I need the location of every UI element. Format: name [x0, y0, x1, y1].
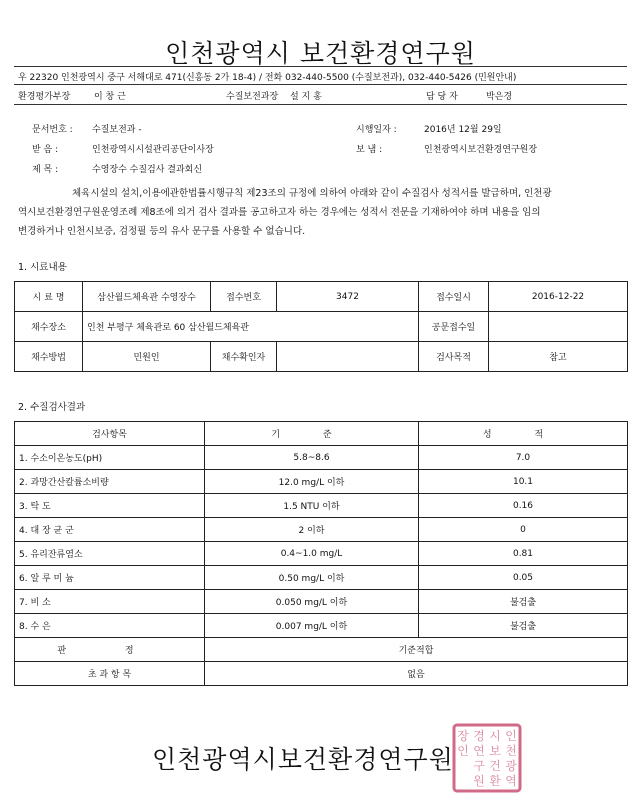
table-cell: 0.007 mg/L 이하: [205, 614, 419, 638]
seal-glyph: 천: [505, 744, 517, 758]
table-cell: 없음: [205, 662, 628, 686]
address-line: 우 22320 인천광역시 중구 서해대로 471(신흥동 2가 18-4) / 전화 032-440-5500 (수질보전과), 032-440-5426 (민원안내): [18, 73, 517, 83]
table-row: [15, 342, 628, 372]
table-cell: 참고: [489, 342, 628, 372]
results-section-title: 2. 수질검사결과: [18, 402, 86, 413]
seal-glyph: 인: [457, 744, 469, 758]
dept-head-label: 환경평가부장: [18, 92, 71, 102]
seal-glyph: 시: [489, 729, 501, 743]
table-cell: 7.0: [419, 446, 628, 470]
doc-date-value: 2016년 12월 29일: [424, 125, 502, 135]
column-header: 검사항목: [15, 422, 205, 446]
document-title: 인천광역시 보건환경연구원: [165, 39, 476, 68]
official-seal-icon: [451, 722, 523, 794]
table-cell: 불검출: [419, 614, 628, 638]
table-cell: 0.16: [419, 494, 628, 518]
recipient-label: 받 음 :: [32, 145, 59, 155]
table-row: [15, 470, 628, 494]
table-cell: 3. 탁 도: [15, 494, 205, 518]
seal-glyph: 구: [473, 759, 485, 773]
seal-glyph: 보: [489, 744, 501, 758]
header-top-rule: [14, 66, 627, 67]
officer-name: 박은경: [486, 92, 513, 102]
table-cell: 초 과 항 목: [15, 662, 205, 686]
doc-date-label: 시행일자 :: [356, 125, 397, 135]
table-cell: 3472: [277, 282, 419, 312]
table-cell: 채수방법: [15, 342, 83, 372]
table-row: [15, 282, 628, 312]
body-text: [18, 184, 622, 241]
body-line: 변경하거나 인천시보증, 검정필 등의 유사 문구를 사용할 수 없습니다.: [18, 226, 306, 237]
table-cell: 민원인: [83, 342, 211, 372]
table-cell: 2 이하: [205, 518, 419, 542]
seal-glyph: 인: [505, 729, 517, 743]
table-cell: 2. 과망간산칼륨소비량: [15, 470, 205, 494]
body-line: 체육시설의 설치,이용에관한법률시행규칙 제23조의 규정에 의하여 아래와 같이 수질검사 성적서를 발급하며, 인천광: [72, 188, 552, 199]
section-head-label: 수질보전과장: [226, 92, 279, 102]
table-cell: 인천 부평구 체육관로 60 삼산월드체육관: [83, 312, 419, 342]
section-head-name: 설 지 홍: [290, 92, 322, 102]
table-cell: 12.0 mg/L 이하: [205, 470, 419, 494]
table-cell: 판 정: [15, 638, 205, 662]
table-cell: 공문접수일: [419, 312, 489, 342]
table-row: [15, 542, 628, 566]
seal-glyph: 광: [505, 759, 517, 773]
officer-label: 담 당 자: [426, 92, 458, 102]
table-row: [15, 638, 628, 662]
table-row: [15, 446, 628, 470]
table-row: [15, 312, 628, 342]
body-line: 역시보건환경연구원운영조례 제8조에 의거 검사 결과를 공고하고자 하는 경우에는 성적서 전문을 기재하여야 하며 내용을 임의: [18, 207, 541, 218]
table-cell: 1. 수소이온농도(pH): [15, 446, 205, 470]
seal-glyph: 경: [473, 729, 485, 743]
table-cell: 0: [419, 518, 628, 542]
seal-glyph: 건: [489, 759, 501, 773]
header-middle-rule: [14, 84, 627, 85]
recipient-value: 인천광역시시설관리공단이사장: [92, 145, 214, 155]
table-cell: 2016-12-22: [489, 282, 628, 312]
table-row: [15, 662, 628, 686]
table-cell: 접수일시: [419, 282, 489, 312]
table-cell: 1.5 NTU 이하: [205, 494, 419, 518]
column-header: 기 준: [205, 422, 419, 446]
seal-glyph: 연: [473, 744, 485, 758]
table-cell: 7. 비 소: [15, 590, 205, 614]
table-cell: 5.8~8.6: [205, 446, 419, 470]
table-cell: 기준적합: [205, 638, 628, 662]
results-table: [14, 421, 628, 686]
table-cell: 0.50 mg/L 이하: [205, 566, 419, 590]
table-row: [15, 614, 628, 638]
sender-value: 인천광역시보건환경연구원장: [424, 145, 538, 155]
doc-number-label: 문서번호 :: [32, 125, 73, 135]
table-cell: 검사목적: [419, 342, 489, 372]
sample-info-table: [14, 281, 628, 372]
sample-section-title: 1. 시료내용: [18, 262, 67, 273]
dept-head-name: 이 창 근: [94, 92, 126, 102]
subject-value: 수영장수 수질검사 결과회신: [92, 165, 203, 175]
table-cell: [489, 312, 628, 342]
table-cell: 채수장소: [15, 312, 83, 342]
table-cell: 접수번호: [211, 282, 277, 312]
column-header: 성 적: [419, 422, 628, 446]
table-row: [15, 590, 628, 614]
table-cell: 0.81: [419, 542, 628, 566]
header-bottom-rule: [14, 104, 627, 105]
table-cell: 8. 수 은: [15, 614, 205, 638]
table-row: [15, 518, 628, 542]
table-row: [15, 566, 628, 590]
table-cell: 0.050 mg/L 이하: [205, 590, 419, 614]
table-cell: 4. 대 장 균 군: [15, 518, 205, 542]
seal-glyph: 원: [473, 774, 485, 788]
sender-label: 보 냄 :: [356, 145, 383, 155]
table-cell: [277, 342, 419, 372]
table-cell: 삼산월드체육관 수영장수: [83, 282, 211, 312]
seal-glyph: 환: [489, 774, 501, 788]
table-cell: 5. 유리잔류염소: [15, 542, 205, 566]
table-cell: 시 료 명: [15, 282, 83, 312]
table-cell: 10.1: [419, 470, 628, 494]
table-row: [15, 494, 628, 518]
results-body: [15, 446, 628, 638]
table-cell: 0.4~1.0 mg/L: [205, 542, 419, 566]
table-cell: 불검출: [419, 590, 628, 614]
table-cell: 0.05: [419, 566, 628, 590]
doc-number-value: 수질보전과 -: [92, 125, 142, 135]
seal-glyph: 역: [505, 774, 517, 788]
table-header-row: [15, 422, 628, 446]
table-cell: 6. 알 루 미 늄: [15, 566, 205, 590]
footer-signature: 인천광역시보건환경연구원: [152, 745, 454, 774]
seal-glyph: 장: [457, 729, 469, 743]
subject-label: 제 목 :: [32, 165, 59, 175]
table-cell: 채수확인자: [211, 342, 277, 372]
